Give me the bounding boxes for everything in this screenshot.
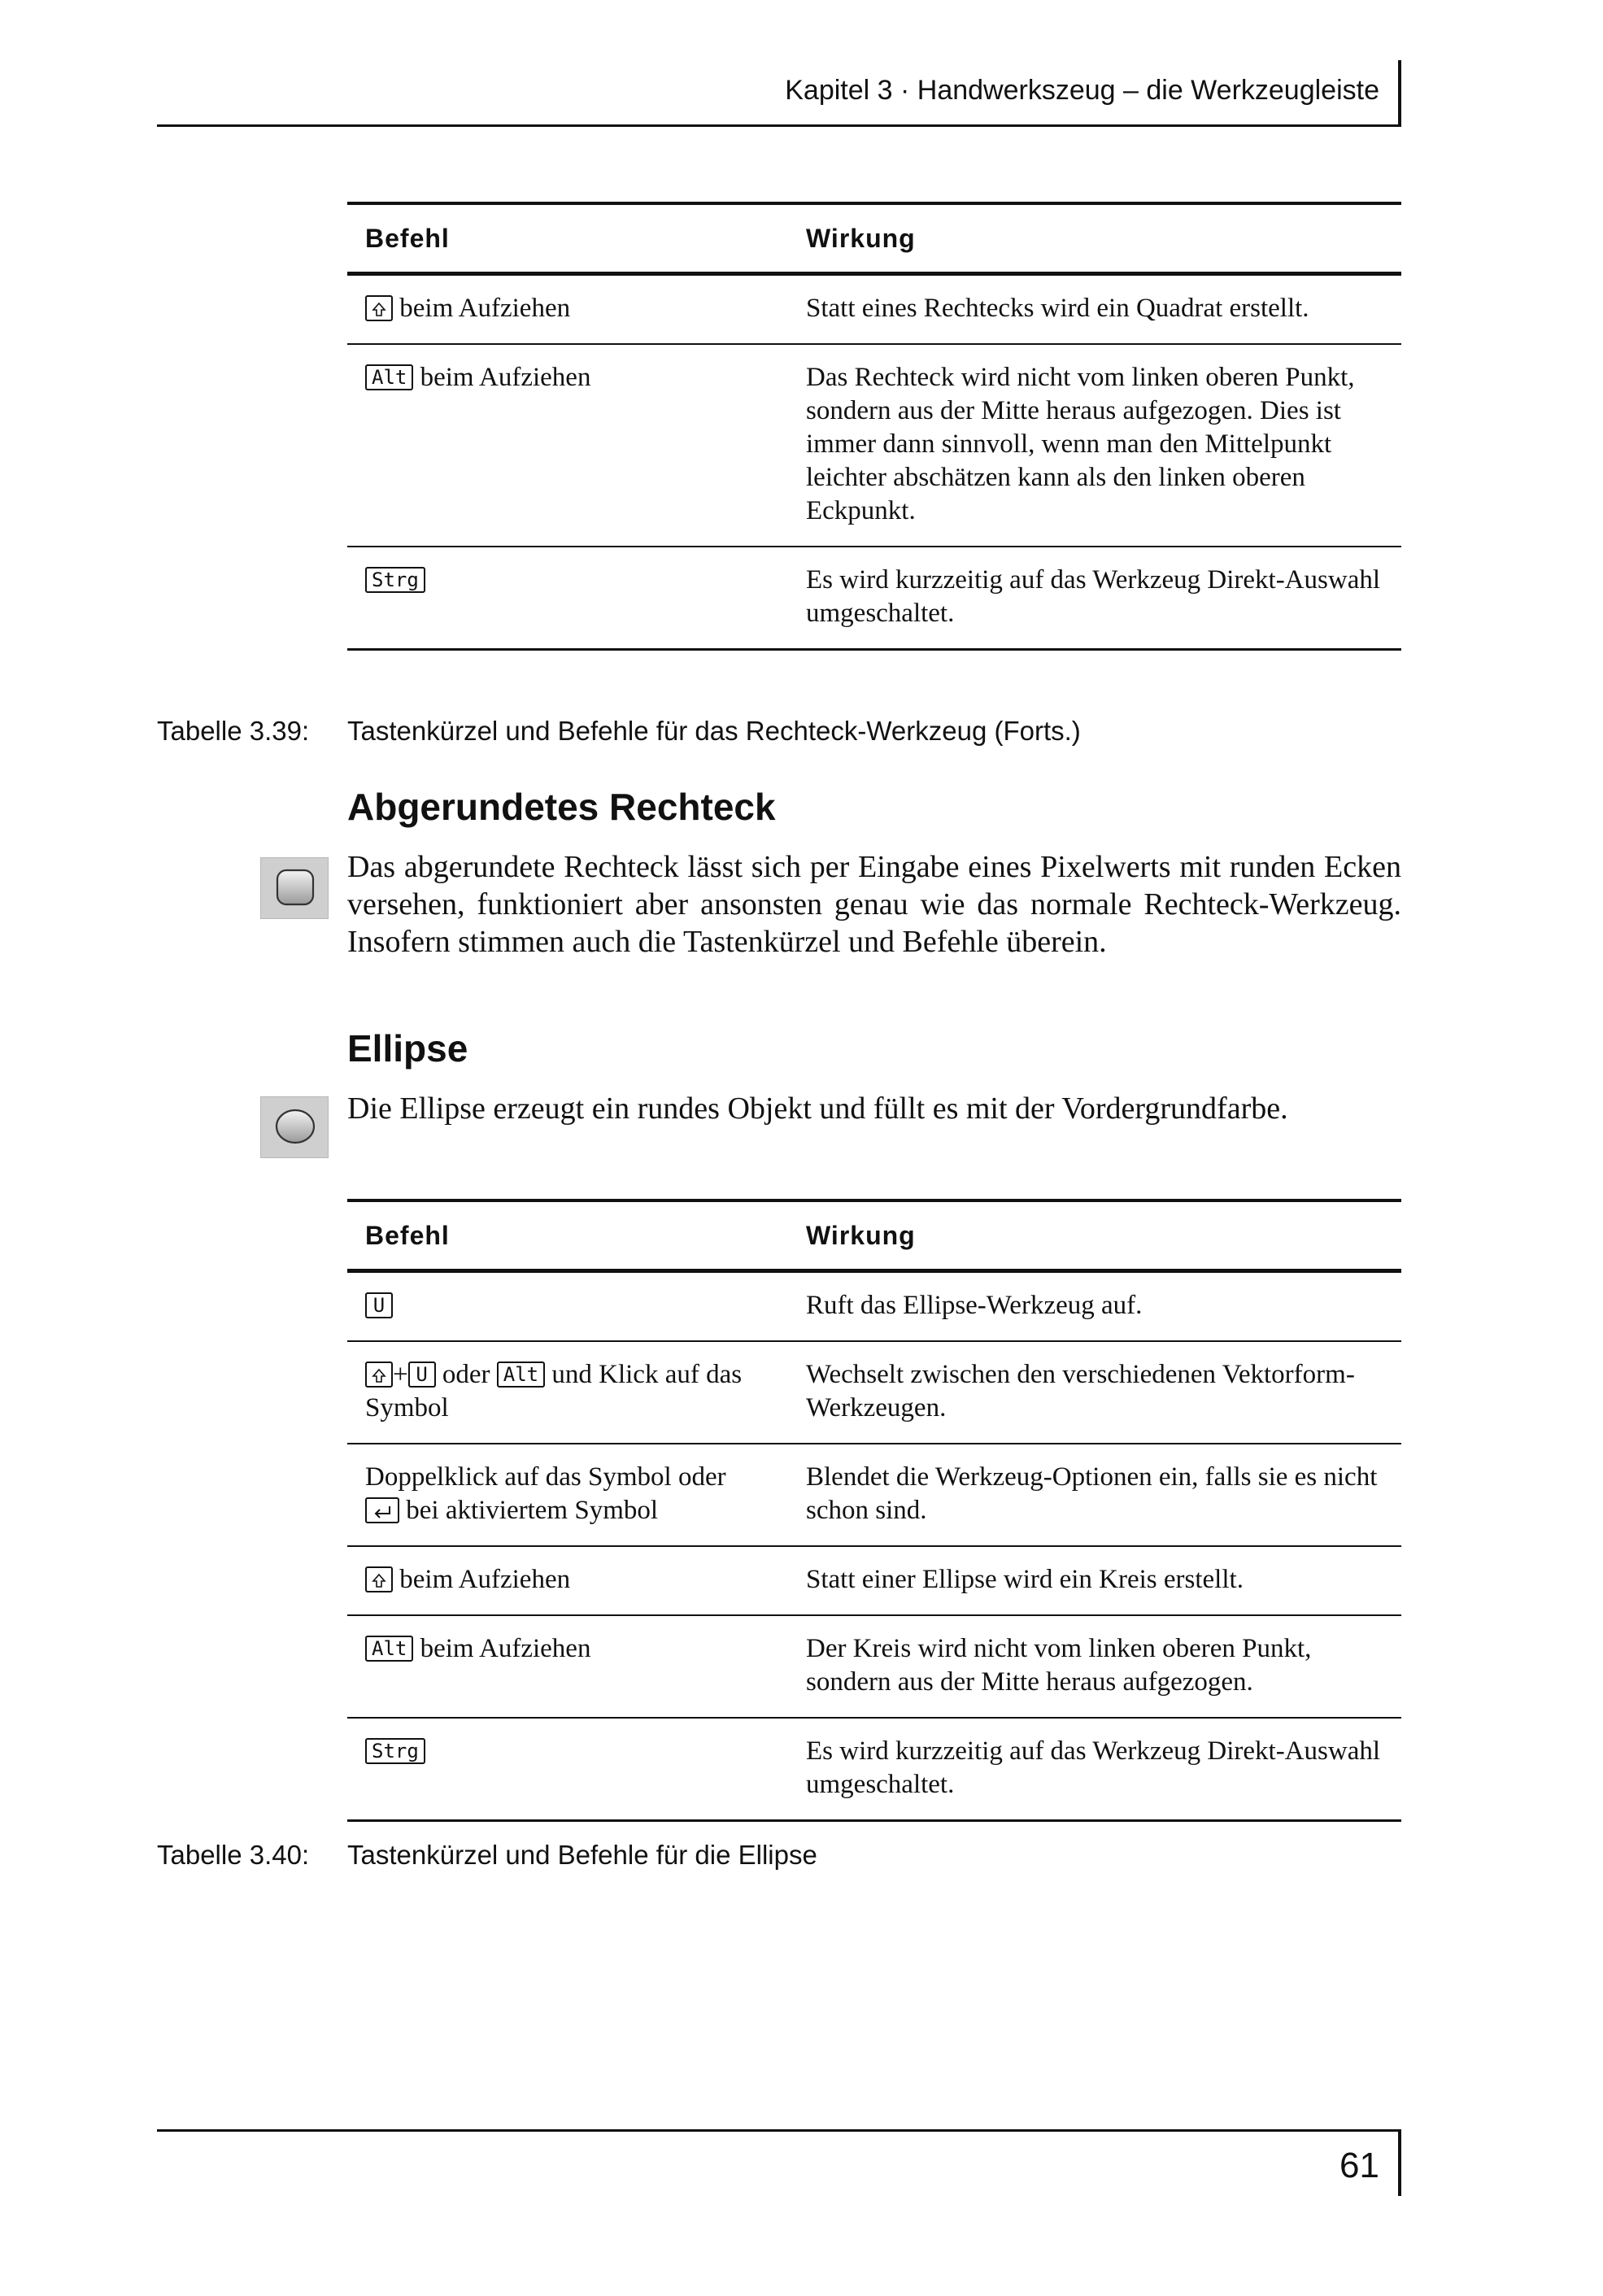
effect-cell: Wechselt zwischen den verschiedenen Vektorform-Werkzeugen. <box>806 1360 1355 1422</box>
section-heading-rounded-rectangle: Abgerundetes Rechteck <box>347 786 776 828</box>
command-cell <box>347 361 806 528</box>
shift-key-icon <box>365 295 393 321</box>
command-cell <box>347 564 806 630</box>
footer-rule <box>157 2129 1401 2132</box>
page-number: 61 <box>1339 2146 1379 2185</box>
effect-cell: Statt eines Rechtecks wird ein Quadrat erstellt. <box>806 294 1309 323</box>
command-cell <box>347 1632 806 1699</box>
footer-bar <box>1398 2129 1401 2196</box>
table-header <box>347 1202 1401 1273</box>
shift-key-icon <box>365 1361 393 1388</box>
col-header-command: Befehl <box>365 223 450 253</box>
command-text: beim Aufziehen <box>399 1565 571 1594</box>
table-caption <box>157 716 1081 747</box>
effect-cell: Es wird kurzzeitig auf das Werkzeug Direkt-Auswahl umgeschaltet. <box>806 1736 1381 1799</box>
caption-label: Tabelle 3.40: <box>157 1840 310 1870</box>
command-line-1: Doppelklick auf das Symbol oder <box>365 1462 726 1492</box>
table-row <box>347 1547 1401 1616</box>
alt-key: Alt <box>365 364 413 390</box>
effect-cell: Der Kreis wird nicht vom linken oberen Punkt, sondern aus der Mitte heraus aufgezogen. <box>806 1634 1312 1697</box>
u-key: U <box>365 1292 393 1318</box>
command-text: beim Aufziehen <box>420 363 591 392</box>
section-heading-ellipse: Ellipse <box>347 1027 468 1070</box>
shortcut-table-rectangle <box>347 202 1401 651</box>
command-line-2: bei aktiviertem Symbol <box>406 1496 659 1525</box>
paragraph-ellipse: Die Ellipse erzeugt ein rundes Objekt und füllt es mit der Vordergrundfarbe. <box>347 1091 1288 1126</box>
command-cell <box>347 1289 806 1322</box>
table-row <box>347 1342 1401 1444</box>
paragraph-rounded-rectangle: Das abgerundete Rechteck lässt sich per Eingabe eines Pixelwerts mit runden Ecken versehen, funktioniert aber ansonsten genau wie das normale Rechteck-Werkzeug. Insofern stimmen auch die Tastenkürzel und Befehle überein. <box>347 850 1401 959</box>
effect-cell: Es wird kurzzeitig auf das Werkzeug Direkt-Auswahl umgeschaltet. <box>806 565 1381 628</box>
command-cell <box>347 1735 806 1802</box>
col-header-command: Befehl <box>365 1220 450 1250</box>
table-row <box>347 547 1401 651</box>
effect-cell: Das Rechteck wird nicht vom linken oberen Punkt, sondern aus der Mitte heraus aufgezogen. Dies ist immer dann sinnvoll, wenn man den Mittelpunkt leichter abschätzen kann als den linken oberen Eckpunkt. <box>806 363 1355 525</box>
command-cell <box>347 1563 806 1597</box>
col-header-effect: Wirkung <box>806 1220 916 1250</box>
table-row <box>347 1444 1401 1547</box>
command-cell <box>347 1358 806 1425</box>
or-word: oder <box>442 1360 490 1389</box>
col-header-effect: Wirkung <box>806 223 916 253</box>
shift-key-icon <box>365 1566 393 1592</box>
header-bar <box>1398 60 1401 127</box>
command-cell <box>347 292 806 325</box>
table-row <box>347 345 1401 547</box>
rounded-rectangle-tool-icon <box>260 857 329 919</box>
table-row <box>347 1719 1401 1822</box>
alt-key: Alt <box>365 1636 413 1662</box>
table-row <box>347 1273 1401 1342</box>
header-rule <box>157 124 1401 127</box>
effect-cell: Blendet die Werkzeug-Optionen ein, falls sie es nicht schon sind. <box>806 1462 1378 1525</box>
table-row <box>347 1616 1401 1719</box>
caption-text: Tastenkürzel und Befehle für das Rechteck-Werkzeug (Forts.) <box>347 716 1081 746</box>
u-key: U <box>408 1361 436 1388</box>
caption-label: Tabelle 3.39: <box>157 716 310 746</box>
caption-text: Tastenkürzel und Befehle für die Ellipse <box>347 1840 817 1870</box>
enter-key-icon <box>365 1497 399 1523</box>
command-cell <box>347 1461 806 1527</box>
shortcut-table-ellipse <box>347 1199 1401 1822</box>
strg-key: Strg <box>365 567 425 593</box>
running-header: Kapitel 3 · Handwerkszeug – die Werkzeugleiste <box>785 75 1379 106</box>
command-text: beim Aufziehen <box>399 294 571 323</box>
table-header <box>347 205 1401 276</box>
command-text: beim Aufziehen <box>420 1634 591 1663</box>
alt-key: Alt <box>497 1361 545 1388</box>
effect-cell: Statt einer Ellipse wird ein Kreis erstellt. <box>806 1565 1244 1594</box>
effect-cell: Ruft das Ellipse-Werkzeug auf. <box>806 1291 1143 1320</box>
table-caption <box>157 1840 817 1871</box>
strg-key: Strg <box>365 1738 425 1764</box>
command-text: und Klick auf das Symbol <box>365 1360 743 1422</box>
plus-sign: + <box>393 1360 408 1389</box>
table-row <box>347 276 1401 345</box>
ellipse-tool-icon <box>260 1096 329 1158</box>
